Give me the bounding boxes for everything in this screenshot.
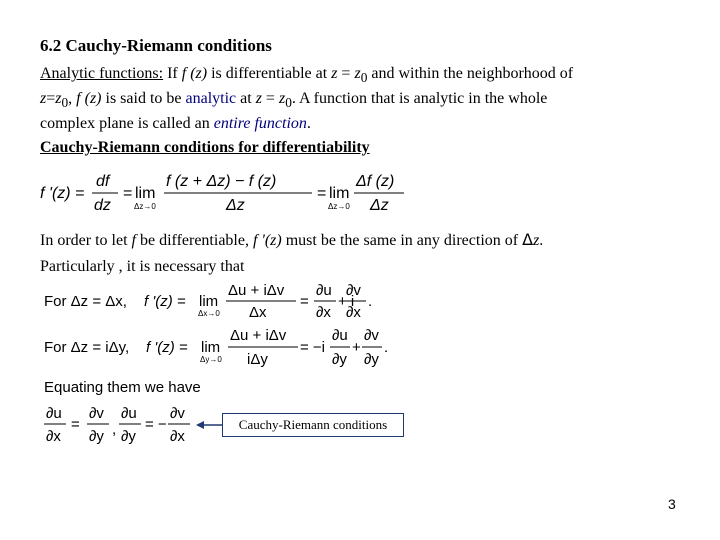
intro-line-3: complex plane is called an entire function. [40,115,311,133]
comma: , [112,421,117,438]
page-number: 3 [668,496,676,512]
cauchy-riemann-callout: Cauchy-Riemann conditions [222,413,404,437]
frac-den: Δx [249,304,267,321]
frac-num: Δu + iΔv [230,327,287,344]
equals-sign: = [317,185,327,202]
derivative-definition-equation [40,168,395,218]
period: . [384,339,389,356]
lim-subscript: Δz→0 [328,202,350,211]
body-line-1: In order to let f be differentiable, f '(z) must be the same in any direction of Δz. [40,230,544,249]
frac-num: ∂u [46,405,62,422]
equating-label: Equating them we have [44,379,201,396]
lim-label: lim [329,185,350,202]
intro-line-2: $z=z_0$, f (z) is said to be analytic at $z = z_0$. A function that is analytic in the whole [40,90,548,111]
plus-sign: + [352,339,361,356]
frac-den: ∂y [121,428,136,445]
frac-den: ∂y [364,351,379,368]
eq-lhs: f '(z) = [40,185,85,202]
frac-den: Δz [370,197,389,214]
eq-lhs: f '(z) = [146,339,188,356]
intro-paragraph [40,63,680,134]
period: . [368,293,373,310]
frac-den: ∂y [332,351,347,368]
entire-function-term: entire function [213,115,307,133]
equals-sign: = [123,185,133,202]
lim-subscript: Δy→0 [200,355,222,364]
cauchy-riemann-equations [44,404,194,446]
analytic-functions-term: Analytic functions: [40,65,164,82]
frac-den: dz [94,197,111,214]
frac-den: ∂x [170,428,185,445]
frac-num: f (z + Δz) − f (z) [166,173,277,190]
frac-den: ∂x [46,428,61,445]
equals-sign: = [71,416,80,433]
frac-den: iΔy [247,351,268,368]
eq-prefix: For Δz = iΔy, [44,339,130,356]
frac-num: Δf (z) [356,173,395,190]
analytic-keyword: analytic [185,90,237,108]
frac-num: ∂u [316,282,332,299]
section-heading: Cauchy-Riemann conditions for differentiability [40,139,370,156]
frac-num: ∂u [332,327,348,344]
arrow-left-icon [196,418,224,432]
imaginary-direction-equation [44,326,394,370]
real-direction-equation [44,282,384,322]
lim-label: lim [135,185,156,202]
equals-minus-i: = −i [300,339,326,356]
equals-minus: = − [145,416,167,433]
frac-num: ∂u [121,405,137,422]
slide-title: 6.2 Cauchy-Riemann conditions [40,36,272,55]
intro-line-1: Analytic functions: If f (z) is differentiable at $z = z_0$ and within the neighborhood of [40,65,574,86]
lim-label: lim [201,339,221,356]
frac-den: ∂x [346,304,361,321]
frac-den: ∂x [316,304,331,321]
eq-prefix: For Δz = Δx, [44,293,127,310]
frac-num: Δu + iΔv [228,282,285,299]
frac-den: ∂y [89,428,104,445]
frac-num: df [96,173,110,190]
plus-i: + i [338,293,355,310]
equals-sign: = [300,293,309,310]
lim-subscript: Δx→0 [198,309,220,318]
frac-den: Δz [226,197,245,214]
frac-num: ∂v [346,282,361,299]
lim-subscript: Δz→0 [134,202,156,211]
frac-num: ∂v [89,405,104,422]
lim-label: lim [199,293,219,310]
eq-lhs: f '(z) = [144,293,186,310]
frac-num: ∂v [364,327,379,344]
body-line-2: Particularly , it is necessary that [40,258,245,275]
frac-num: ∂v [170,405,185,422]
